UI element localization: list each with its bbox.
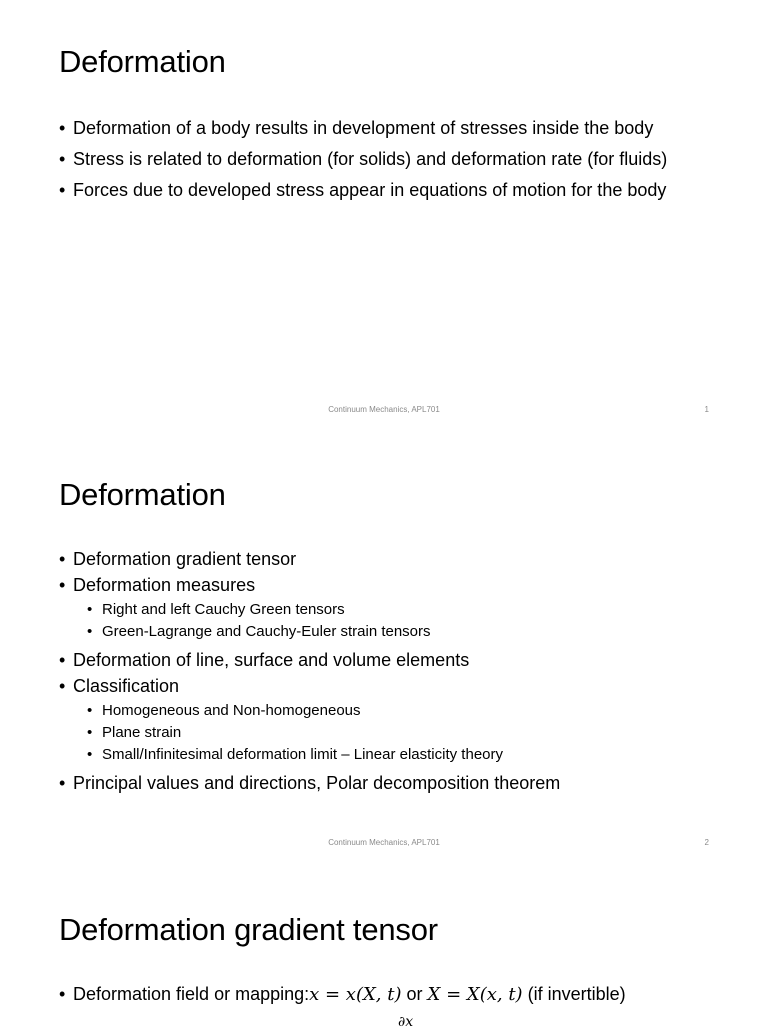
bullet-item: • Principal values and directions, Polar decomposition theorem: [59, 771, 728, 795]
slide-2-title: Deformation: [59, 477, 226, 512]
bullet-item: • Classification: [59, 674, 728, 698]
slide-3-bullets: [59, 982, 748, 1014]
sub-bullet-item: • Small/Infinitesimal deformation limit – Linear elasticity theory: [59, 744, 728, 766]
slide-1: [0, 0, 768, 433]
slide-3-title: Deformation gradient tensor: [59, 912, 438, 947]
slide-2-footer: Continuum Mechanics, APL701: [328, 838, 440, 847]
bullet-item: • Forces due to developed stress appear in equations of motion for the body: [59, 178, 728, 202]
invertible-note: (if invertible): [527, 984, 626, 1004]
slide-1-footer: Continuum Mechanics, APL701: [328, 405, 440, 414]
connector-text: or: [406, 984, 423, 1004]
sub-bullet-item: • Green-Lagrange and Cauchy-Euler strain tensors: [59, 621, 728, 643]
slide-1-page-number: 1: [704, 405, 709, 414]
bullet-prefix: Deformation field or mapping:: [73, 984, 310, 1004]
bullet-item: • Stress is related to deformation (for solids) and deformation rate (for fluids): [59, 147, 728, 171]
sub-bullet-item: • Plane strain: [59, 722, 728, 744]
equation-forward-map: x = x(X, t): [309, 984, 402, 1005]
slide-2-page-number: 2: [704, 838, 709, 847]
slide-2: [0, 433, 768, 866]
sub-bullet-item: • Right and left Cauchy Green tensors: [59, 599, 728, 621]
slide-1-title: Deformation: [59, 44, 226, 79]
slide-3: [0, 866, 768, 1024]
bullet-item: • Deformation measures: [59, 573, 728, 597]
bullet-item: • Deformation gradient tensor: [59, 547, 728, 571]
equation-inverse-map: X = X(x, t): [427, 984, 523, 1005]
bullet-item: • Deformation of line, surface and volume elements: [59, 648, 728, 672]
sub-bullet-item: • Homogeneous and Non-homogeneous: [59, 700, 728, 722]
bullet-item: [59, 982, 748, 1007]
slide-2-bullets: [59, 547, 728, 797]
partial-derivative-fragment: ∂x: [398, 1014, 414, 1030]
slide-1-bullets: [59, 116, 728, 209]
bullet-item: • Deformation of a body results in development of stresses inside the body: [59, 116, 728, 140]
